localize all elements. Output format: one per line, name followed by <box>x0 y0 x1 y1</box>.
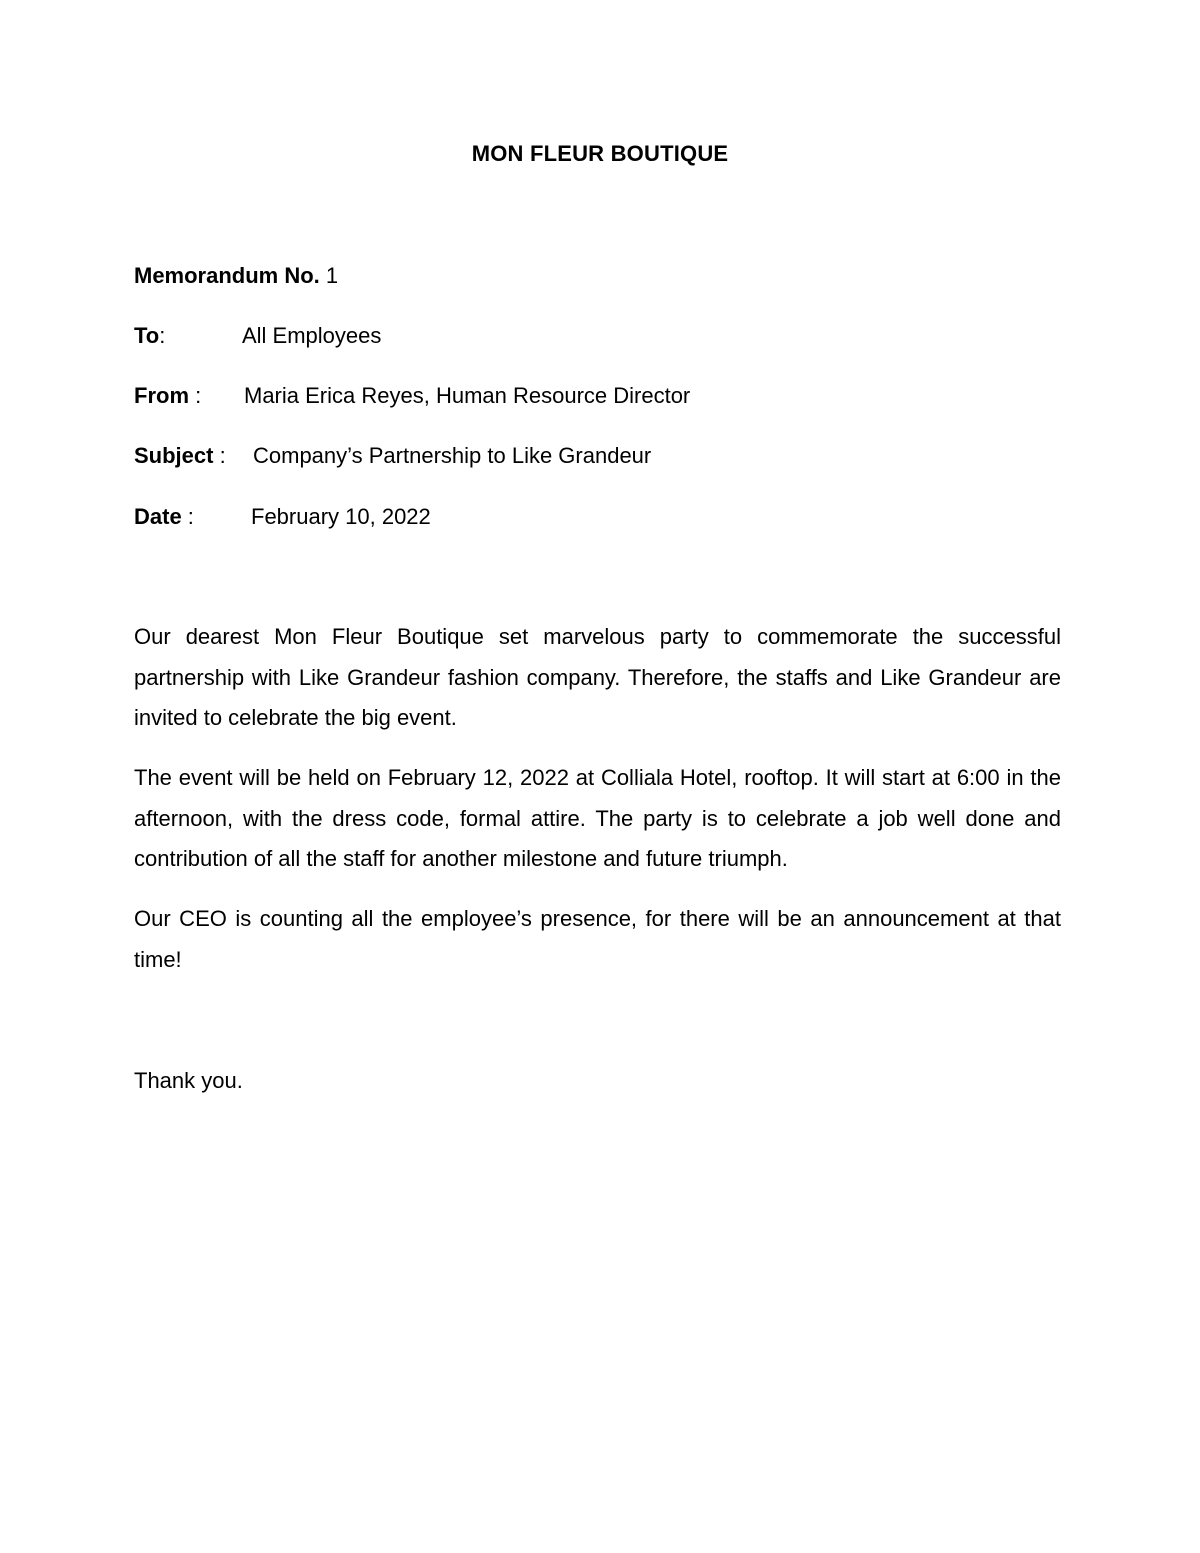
to-value: All Employees <box>242 323 382 348</box>
date-label: Date <box>134 504 182 529</box>
subject-colon: : <box>213 443 226 468</box>
from-colon: : <box>189 383 202 408</box>
memo-number-line <box>134 263 338 289</box>
subject-field <box>134 443 652 469</box>
to-colon: : <box>159 323 166 348</box>
date-value: February 10, 2022 <box>251 504 431 529</box>
date-field <box>134 504 431 530</box>
to-label: To <box>134 323 160 348</box>
memo-number-value: 1 <box>325 263 339 288</box>
body-paragraph-3: Our CEO is counting all the employee’s presence, for there will be an announcement at that time! <box>134 906 1061 972</box>
company-title: MON FLEUR BOUTIQUE <box>471 141 729 166</box>
memo-number-label: Memorandum No. <box>134 263 320 288</box>
from-field <box>134 383 691 409</box>
from-value: Maria Erica Reyes, Human Resource Director <box>244 383 691 408</box>
body-paragraph-2: The event will be held on February 12, 2022 at Colliala Hotel, rooftop. It will start at 6:00 in the afternoon, with the dress code, formal attire. The party is to celebrate a job well done and contribution of all the staff for another milestone and future triumph. <box>134 765 1061 871</box>
date-colon: : <box>181 504 194 529</box>
from-label: From <box>134 383 189 408</box>
subject-value: Company’s Partnership to Like Grandeur <box>253 443 652 468</box>
body-paragraph-1: Our dearest Mon Fleur Boutique set marvelous party to commemorate the successful partnership with Like Grandeur fashion company. Therefore, the staffs and Like Grandeur are invited to celebrate the big event. <box>134 624 1061 730</box>
closing-text: Thank you. <box>134 1068 243 1093</box>
subject-label: Subject <box>134 443 214 468</box>
to-field <box>134 323 382 349</box>
